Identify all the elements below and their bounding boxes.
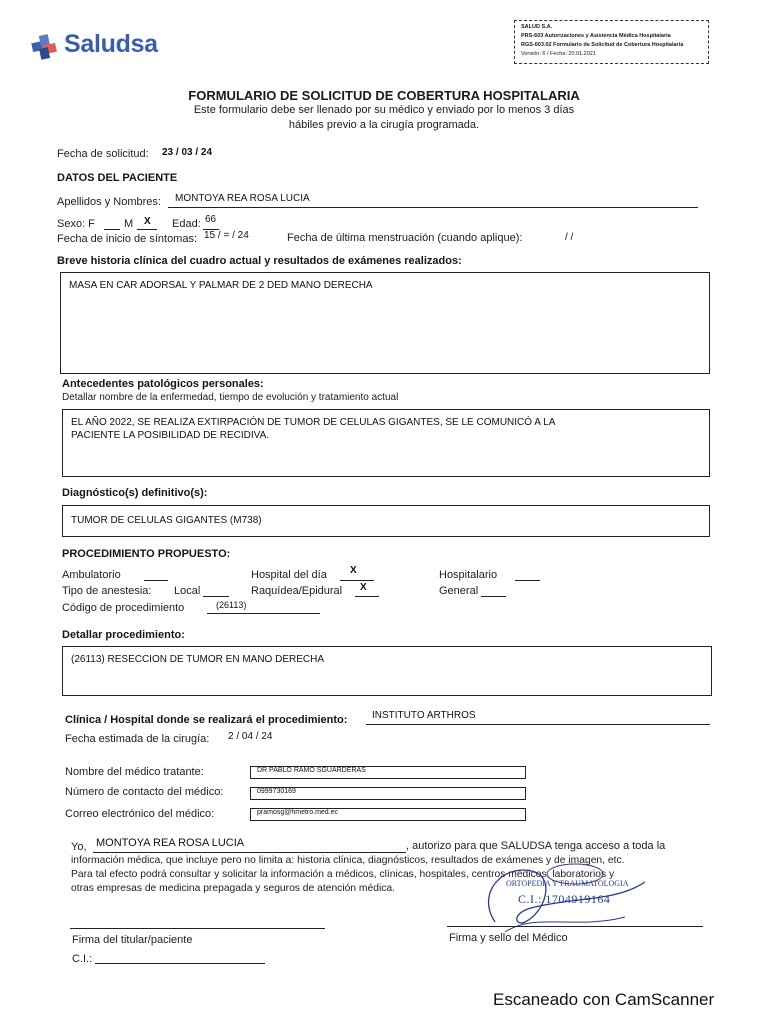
patient-name-value[interactable]: MONTOYA REA ROSA LUCIA	[175, 193, 310, 204]
stamp-line-2: C.I.: 1704919164	[518, 892, 611, 906]
day-hospital-mark: X	[350, 565, 357, 576]
saludsa-logo-text: Saludsa	[64, 30, 158, 58]
doctor-name-box[interactable]	[250, 766, 526, 779]
history-text: MASA EN CAR ADORSAL Y PALMAR DE 2 DED MANO DERECHA	[69, 280, 373, 291]
antecedents-sublabel: Detallar nombre de la enfermedad, tiempo de evolución y tratamiento actual	[62, 392, 399, 403]
procedure-detail-label: Detallar procedimiento:	[62, 629, 185, 641]
sex-m-blank	[137, 229, 157, 230]
camscanner-footer: Escaneado con CamScanner	[493, 990, 715, 1009]
doc-ref-line-4: Versión: 6 / Fecha: 20.01.2021	[521, 51, 596, 57]
procedure-detail-text: (26113) RESECCION DE TUMOR EN MANO DERECHA	[71, 654, 325, 665]
anesthesia-label: Tipo de anestesia:	[62, 585, 152, 597]
antecedents-box[interactable]	[62, 409, 710, 477]
general-blank[interactable]	[481, 596, 506, 597]
doctor-phone-box[interactable]	[250, 787, 526, 800]
ambulatory-label: Ambulatorio	[62, 569, 121, 581]
spinal-blank[interactable]	[355, 596, 379, 597]
consent-line-1-rest: , autorizo para que SALUDSA tenga acceso a toda la	[406, 840, 666, 852]
procedure-code-label: Código de procedimiento	[62, 602, 185, 614]
sex-m-mark[interactable]: X	[144, 216, 151, 227]
doctor-email-box[interactable]	[250, 808, 526, 821]
saludsa-logo	[30, 30, 170, 64]
general-label: General	[439, 585, 479, 597]
doctor-email-label: Correo electrónico del médico:	[65, 808, 215, 820]
patient-name-label: Apellidos y Nombres:	[57, 196, 161, 208]
consent-line-2: información médica, que incluye pero no limita a: historia clínica, diagnósticos, resultados de exámenes y de imagen, etc.	[71, 855, 625, 866]
request-date-label: Fecha de solicitud:	[57, 148, 149, 160]
patient-ci-underline[interactable]	[95, 963, 265, 964]
local-blank[interactable]	[203, 596, 229, 597]
clinic-underline	[366, 724, 710, 725]
age-value[interactable]: 66	[205, 214, 217, 225]
history-label: Breve historia clínica del cuadro actual y resultados de exámenes realizados:	[57, 255, 462, 267]
doctor-signature-label: Firma y sello del Médico	[449, 932, 568, 944]
doctor-signature-line	[447, 926, 703, 927]
procedure-code-value[interactable]: (26113)	[216, 600, 247, 610]
doctor-name-value: DR PABLO RAMO SGUARDERAS	[257, 767, 366, 774]
day-hospital-blank[interactable]	[340, 580, 374, 581]
doctor-phone-value: 0999730169	[257, 788, 296, 795]
age-label: Edad:	[172, 218, 201, 230]
doctor-phone-label: Número de contacto del médico:	[65, 786, 224, 798]
symptoms-date-value[interactable]: 15 / = / 24	[204, 230, 249, 241]
menstruation-date-label: Fecha de última menstruación (cuando aplique):	[287, 232, 523, 244]
doctor-name-label: Nombre del médico tratante:	[65, 766, 204, 778]
history-box[interactable]	[60, 272, 710, 374]
spinal-mark: X	[360, 582, 367, 593]
diagnosis-text: TUMOR DE CELULAS GIGANTES (M738)	[71, 515, 262, 526]
procedure-section-title: PROCEDIMIENTO PROPUESTO:	[62, 548, 231, 560]
patient-section-title: DATOS DEL PACIENTE	[57, 172, 178, 184]
diagnosis-box[interactable]	[62, 505, 710, 537]
patient-signature-line	[70, 928, 325, 929]
request-date-value[interactable]: 23 / 03 / 24	[162, 147, 213, 158]
surgery-date-value[interactable]: 2 / 04 / 24	[228, 731, 273, 742]
sex-f-blank	[104, 229, 120, 230]
sex-f-label: Sexo: F	[57, 218, 95, 230]
form-subtitle-line-2: hábiles previo a la cirugía programada.	[288, 119, 480, 131]
patient-signature-label: Firma del titular/paciente	[72, 934, 193, 946]
saludsa-logo-icon	[30, 32, 62, 62]
procedure-detail-box[interactable]	[62, 646, 712, 696]
consent-name[interactable]: MONTOYA REA ROSA LUCIA	[96, 837, 245, 849]
symptoms-date-label: Fecha de inicio de síntomas:	[57, 233, 198, 245]
sex-m-label: M	[124, 218, 134, 230]
hospitalario-blank[interactable]	[515, 580, 540, 581]
procedure-code-underline	[207, 613, 320, 614]
patient-name-underline	[168, 207, 698, 208]
antecedents-text: EL AÑO 2022, SE REALIZA EXTIRPACIÓN DE TUMOR DE CELULAS GIGANTES, SE LE COMUNICÓ A LA PACIENTE LA POSIBILIDAD DE RECIDIVA.	[71, 417, 556, 441]
hospitalario-label: Hospitalario	[439, 569, 498, 581]
form-title: FORMULARIO DE SOLICITUD DE COBERTURA HOSPITALARIA	[188, 88, 580, 103]
doc-ref-line-2: PRS-603 Autorizaciones y Asistencia Médica Hospitalaria	[521, 33, 671, 39]
patient-ci-label: C.I.:	[72, 953, 93, 965]
local-label: Local	[174, 585, 201, 597]
day-hospital-label: Hospital del día	[251, 569, 327, 581]
spinal-label: Raquídea/Epidural	[251, 585, 343, 597]
document-reference-box	[514, 20, 709, 64]
clinic-value[interactable]: INSTITUTO ARTHROS	[372, 710, 476, 721]
surgery-date-label: Fecha estimada de la cirugía:	[65, 733, 210, 745]
doc-ref-line-1: SALUD S.A.	[521, 24, 553, 30]
consent-prefix: Yo,	[71, 841, 87, 853]
clinic-label: Clínica / Hospital donde se realizará el procedimiento:	[65, 714, 348, 726]
menstruation-date-value[interactable]: / /	[565, 232, 574, 243]
ambulatory-blank[interactable]	[144, 580, 168, 581]
consent-line-4: otras empresas de medicina prepagada y seguros de atención médica.	[71, 883, 395, 894]
doc-ref-line-3: RGS-603.02 Formulario de Solicitud de Cobertura Hospitalaria	[521, 42, 684, 48]
diagnosis-label: Diagnóstico(s) definitivo(s):	[62, 487, 208, 499]
consent-line-3: Para tal efecto podrá consultar y solicitar la información a médicos, clínicas, hospitales, centros médicos, laboratorios y	[71, 869, 615, 880]
antecedents-label: Antecedentes patológicos personales:	[62, 378, 264, 390]
form-subtitle-line-1: Este formulario debe ser llenado por su médico y enviado por lo menos 3 días	[193, 104, 575, 116]
doctor-email-value: pramosg@hmetro.med.ec	[257, 809, 339, 816]
stamp-line-1: ORTOPEDIA Y TRAUMATOLOGIA	[506, 879, 629, 888]
consent-name-underline	[93, 852, 406, 853]
